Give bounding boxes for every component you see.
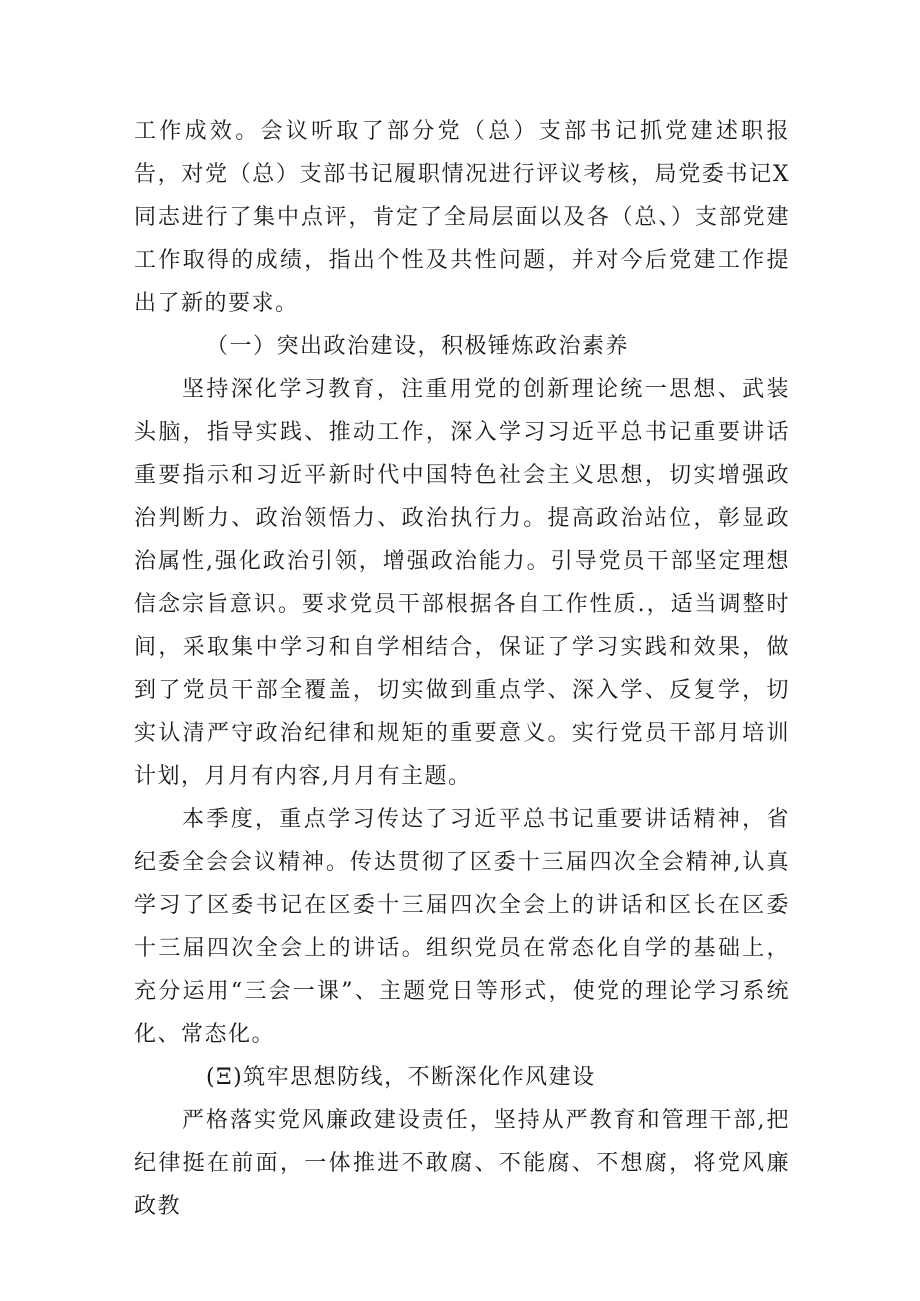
paragraph-meeting-summary: 工作成效。会议听取了部分党（总）支部书记抓党建述职报告，对党（总）支部书记履职情况进行评议考核，局党委书记X同志进行了集中点评，肯定了全局层面以及各（总、）支部党建工作取得的成绩，指出个性及共性问题，并对今后党建工作提出了新的要求。 [134,119,790,316]
document-body [134,110,790,1228]
paragraph-quarterly-study: 本季度，重点学习传达了习近平总书记重要讲话精神，省纪委全会会议精神。传达贯彻了区委十三届四次全会精神,认真学习了区委书记在区委十三届四次全会上的讲话和区长在区委十三届四次全会上的讲话。组织党员在常态化自学的基础上，充分运用“三会一课”、主题党日等形式，使党的理论学习系统化、常态化。 [134,807,790,1047]
section-heading-ideological-defense: (Ξ)筑牢思想防线，不断深化作风建设 [206,1065,596,1090]
paragraph-integrity-responsibility: 严格落实党风廉政建设责任，坚持从严教育和管理干部,把纪律挺在前面，一体推进不敢腐、不能腐、不想腐，将党风廉政教 [134,1108,790,1219]
section-heading-political-building: （一）突出政治建设，积极锤炼政治素养 [206,334,630,359]
paragraph-study-education: 坚持深化学习教育，注重用党的创新理论统一思想、武装头脑，指导实践、推动工作，深入学习习近平总书记重要讲话重要指示和习近平新时代中国特色社会主义思想，切实增强政治判断力、政治领悟力、政治执行力。提高政治站位，彰显政治属性,强化政治引领，增强政治能力。引导党员干部坚定理想信念宗旨意识。要求党员干部根据各自工作性质.，适当调整时间，采取集中学习和自学相结合，保证了学习实践和效果，做到了党员干部全覆盖，切实做到重点学、深入学、反复学，切实认清严守政治纪律和规矩的重要意义。实行党员干部月培训计划，月月有内容,月月有主题。 [134,377,790,789]
